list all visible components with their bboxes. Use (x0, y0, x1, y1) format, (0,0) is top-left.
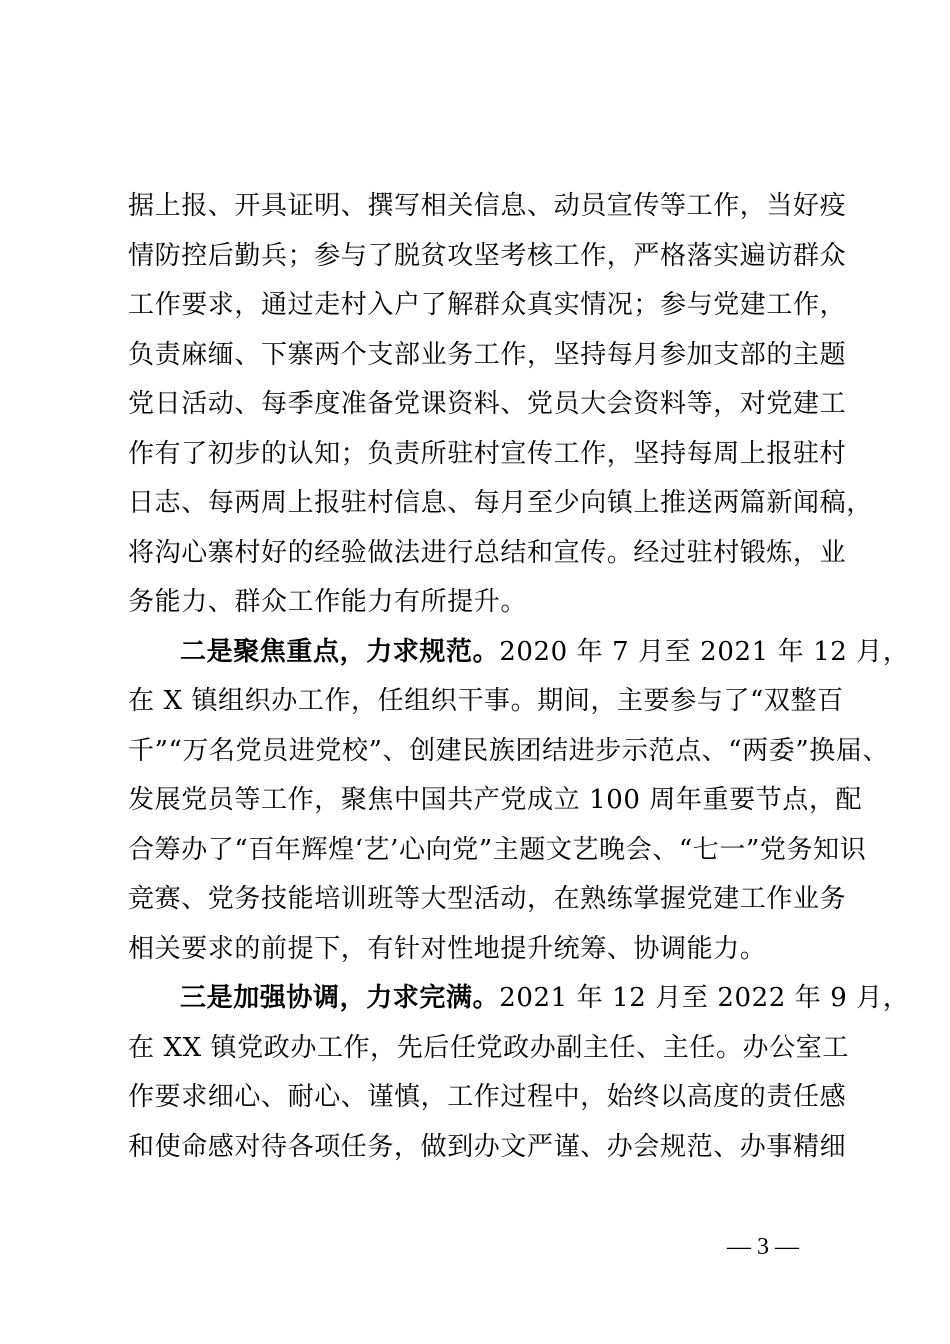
text-line: 作有了初步的认知；负责所驻村宣传工作，坚持每周上报驻村 (128, 438, 847, 469)
text-line: 据上报、开具证明、撰写相关信息、动员宣传等工作，当好疫 (128, 191, 847, 221)
text-line: 竞赛、党务技能培训班等大型活动，在熟练掌握党建工作业务 (128, 884, 847, 914)
body-text (128, 182, 910, 1172)
text-line: 合筹办了“百年辉煌‘艺’心向党”主题文艺晚会、“七一”党务知识 (128, 834, 867, 865)
paragraph-heading: 三是加强协调，力求完满。 (180, 983, 500, 1013)
paragraph-text: 2021 年 12 月至 2022 年 9 月， (499, 983, 910, 1013)
text-line: 情防控后勤兵；参与了脱贫攻坚考核工作，严格落实遍访群众 (128, 240, 847, 271)
text-line: 务能力、群众工作能力有所提升。 (128, 587, 528, 617)
text-line: 在 XX 镇党政办工作，先后任党政办副主任、主任。办公室工 (128, 1032, 849, 1063)
text-line: 工作要求，通过走村入户了解群众真实情况；参与党建工作， (128, 290, 847, 320)
text-line: 负责麻缅、下寨两个支部业务工作，坚持每月参加支部的主题 (128, 339, 847, 370)
text-line: 相关要求的前提下，有针对性地提升统筹、协调能力。 (128, 933, 767, 964)
text-line: 将沟心寨村好的经验做法进行总结和宣传。经过驻村锻炼，业 (128, 537, 847, 568)
text-line: 作要求细心、耐心、谨慎，工作过程中，始终以高度的责任感 (128, 1082, 847, 1112)
paragraph-text: 2020 年 7 月至 2021 年 12 月， (499, 636, 910, 667)
text-line: 党日活动、每季度准备党课资料、党员大会资料等，对党建工 (128, 389, 847, 419)
text-line: 发展党员等工作，聚焦中国共产党成立 100 周年重要节点，配 (128, 785, 863, 815)
paragraph-start-line (128, 974, 910, 1024)
paragraph-start-line (128, 628, 910, 678)
paragraph-heading: 二是聚焦重点，力求规范。 (180, 636, 500, 667)
text-line: 千”“万名党员进党校”、创建民族团结进步示范点、“两委”换届、 (128, 735, 890, 766)
text-line: 和使命感对待各项任务，做到办文严谨、办会规范、办事精细 (128, 1131, 847, 1162)
text-line: 在 X 镇组织办工作，任组织干事。期间，主要参与了“双整百 (128, 686, 844, 716)
page-number: — 3 — (727, 1234, 799, 1260)
text-line: 日志、每两周上报驻村信息、每月至少向镇上推送两篇新闻稿， (128, 488, 873, 518)
